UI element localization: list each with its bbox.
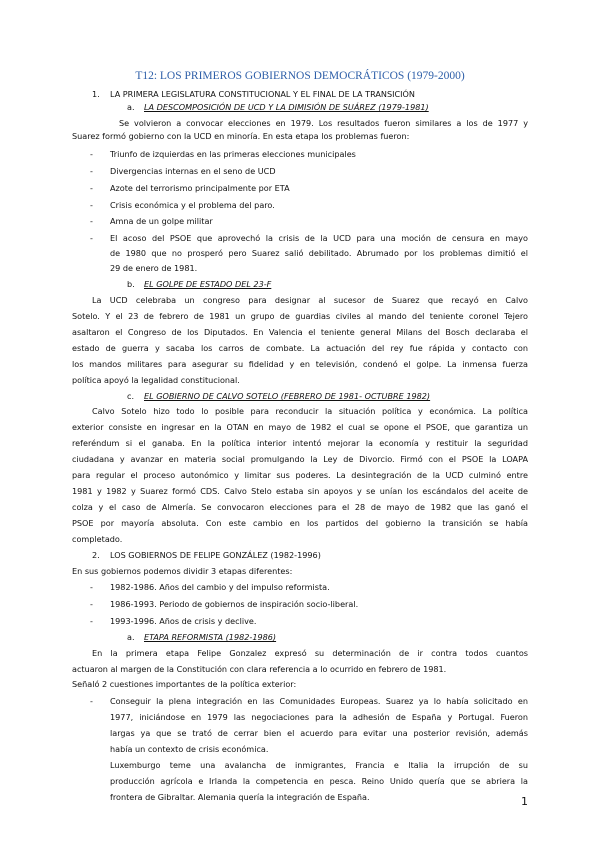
paragraph-line: Suarez formó gobierno con la UCD en minoría. En esta etapa los problemas fueron: <box>72 131 410 141</box>
paragraph-line: colza y el caso de Almería. Se convocaron elecciones para el 28 de mayo de 1982 que las ganó el <box>72 502 528 512</box>
paragraph-line: asaltaron el Congreso de los Diputados. En Valencia el teniente general Milans del Bosch declaraba el <box>72 327 528 337</box>
list-item: Azote del terrorismo principalmente por ETA <box>110 183 290 193</box>
list-item: Crisis económica y el problema del paro. <box>110 200 275 210</box>
paragraph-line: 1981 y 1982 y Suarez formó CDS. Calvo Stelo estaba sin apoyos y se unían los escándalos del aceite de <box>72 486 528 496</box>
list-item: 1993-1996. Años de crisis y declive. <box>110 616 257 626</box>
paragraph-line: Señaló 2 cuestiones importantes de la política exterior: <box>72 679 297 689</box>
list-dash: - <box>90 599 93 609</box>
list-item: Conseguir la plena integración en las Comunidades Europeas. Suarez ya lo había solicitado en <box>110 696 528 706</box>
list-item-continued: Luxemburgo teme una avalancha de inmigrantes, Francia e Italia la irrupción de su <box>110 760 528 770</box>
subsection-b-letter: b. <box>127 279 135 289</box>
paragraph-line: ciudadana y avanzar en materia social promulgando la Ley de Divorcio. Firmó con el PSOE la LOAPA <box>72 454 528 464</box>
list-item: El acoso del PSOE que aprovechó la crisis de la UCD para una moción de censura en mayo <box>110 233 528 243</box>
subsection-a-letter: a. <box>127 102 135 112</box>
list-item: Amna de un golpe militar <box>110 216 213 226</box>
paragraph-line: Sotelo. Y el 23 de febrero de 1981 un grupo de guardias civiles al mando del teniente coronel Tejero <box>72 311 528 321</box>
paragraph-line: referéndum si el ganaba. En la política interior intentó mejorar la economía y restituir la seguridad <box>72 438 528 448</box>
section-2-number: 2. <box>92 550 100 560</box>
paragraph-line: En la primera etapa Felipe Gonzalez expresó su determinación de ir contra todos cuantos <box>92 648 528 658</box>
section-1-heading: LA PRIMERA LEGISLATURA CONSTITUCIONAL Y EL FINAL DE LA TRANSICIÓN <box>110 89 415 99</box>
list-item: Triunfo de izquierdas en las primeras elecciones municipales <box>110 149 356 159</box>
paragraph-line: exterior consiste en ingresar en la OTAN en mayo de 1982 el cual se opone el PSOE, que garantiza un <box>72 422 528 432</box>
section-2-heading: LOS GOBIERNOS DE FELIPE GONZÁLEZ (1982-1996) <box>110 550 321 560</box>
list-item-continued: producción agrícola e Irlanda la competencia en pesca. Reino Unido quería que se abriera la <box>110 776 528 786</box>
list-item-continued: 1977, iniciándose en 1979 las negociaciones para la adhesión de España y Portugal. Fueron <box>110 712 528 722</box>
list-dash: - <box>90 582 93 592</box>
list-item-continued: frontera de Gibraltar. Alemania quería la integración de España. <box>110 792 370 802</box>
subsection-c-letter: c. <box>127 391 135 401</box>
list-dash: - <box>90 616 93 626</box>
list-item: 1986-1993. Periodo de gobiernos de inspiración socio-liberal. <box>110 599 359 609</box>
list-item-continued: largas ya que se trató de cerrar bien el acuerdo para evitar una posterior revisión, además <box>110 728 528 738</box>
list-dash: - <box>90 183 93 193</box>
paragraph-line: para regular el proceso autonómico y limitar sus poderes. La desintegración de la UCD culminó entre <box>72 470 528 480</box>
list-item: Divergencias internas en el seno de UCD <box>110 166 276 176</box>
paragraph-line: los mandos militares para asegurar su fidelidad y en televisión, condenó el golpe. La inmensa fuerza <box>72 359 528 369</box>
list-dash: - <box>90 216 93 226</box>
list-item-continued: había un contexto de crisis económica. <box>110 744 269 754</box>
list-item: 1982-1986. Años del cambio y del impulso reformista. <box>110 582 330 592</box>
paragraph-line: En sus gobiernos podemos dividir 3 etapas diferentes: <box>72 566 293 576</box>
page-number: 1 <box>521 795 528 808</box>
list-dash: - <box>90 166 93 176</box>
subsection-2a-letter: a. <box>127 632 135 642</box>
paragraph-line: estado de guerra y sacaba los carros de combate. La actuación del rey fue rápida y contacto con <box>72 343 528 353</box>
page-title: T12: LOS PRIMEROS GOBIERNOS DEMOCRÁTICOS (1979-2000) <box>135 70 465 82</box>
paragraph-line: La UCD celebraba un congreso para designar al sucesor de Suarez que recayó en Calvo <box>92 295 528 305</box>
paragraph-line: política apoyó la legalidad constitucional. <box>72 375 240 385</box>
list-item-continued: de 1980 que no prosperó pero Suarez salió debilitado. Abrumado por los problemas dimitió el <box>110 248 528 258</box>
list-dash: - <box>90 149 93 159</box>
paragraph-line: PSOE por mayoría absoluta. Con este cambio en los partidos del gobierno la transición se había <box>72 518 528 528</box>
subsection-c-heading: EL GOBIERNO DE CALVO SOTELO (FEBRERO DE 1981- OCTUBRE 1982) <box>144 391 431 401</box>
section-1-number: 1. <box>92 89 100 99</box>
list-dash: - <box>90 200 93 210</box>
paragraph-line: completado. <box>72 534 123 544</box>
paragraph-line: actuaron al margen de la Constitución con clara referencia a lo ocurrido en febrero de 1981. <box>72 664 447 674</box>
list-dash: - <box>90 233 93 243</box>
paragraph-line: Se volvieron a convocar elecciones en 1979. Los resultados fueron similares a los de 1977 y <box>119 118 528 128</box>
subsection-a-heading: LA DESCOMPOSICIÓN DE UCD Y LA DIMISIÓN DE SUÁREZ (1979-1981) <box>144 102 429 112</box>
paragraph-line: Calvo Sotelo hizo todo lo posible para reconducir la situación política y económica. La política <box>92 406 528 416</box>
list-item-continued: 29 de enero de 1981. <box>110 263 198 273</box>
subsection-b-heading: EL GOLPE DE ESTADO DEL 23-F <box>144 279 272 289</box>
list-dash: - <box>90 696 93 706</box>
subsection-2a-heading: ETAPA REFORMISTA (1982-1986) <box>144 632 277 642</box>
